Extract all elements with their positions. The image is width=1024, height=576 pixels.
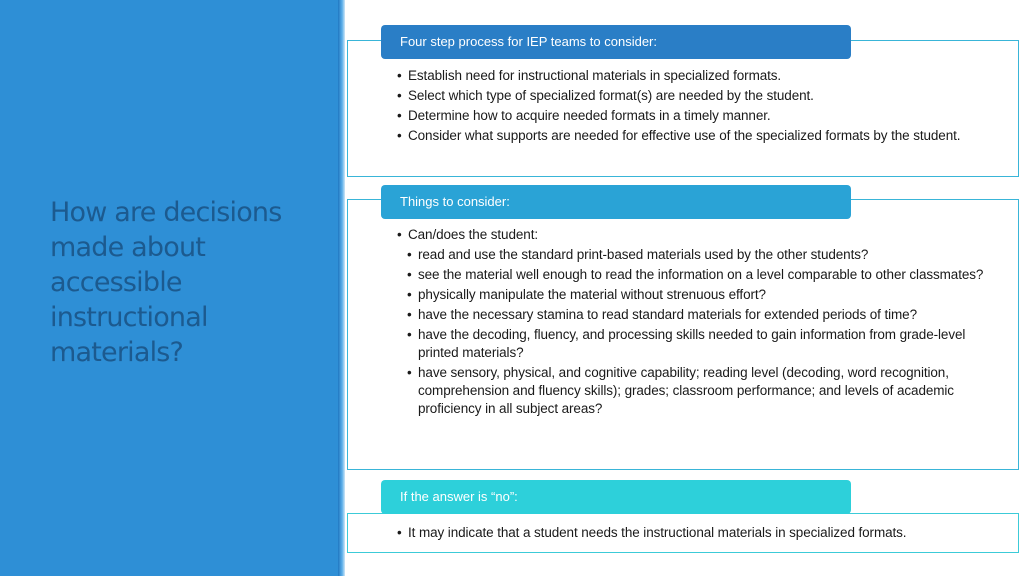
list-item: • Determine how to acquire needed formats in a timely manner. xyxy=(397,107,997,125)
list-item: • physically manipulate the material without strenuous effort? xyxy=(407,286,997,304)
list-item: • have the necessary stamina to read standard materials for extended periods of time? xyxy=(407,306,997,324)
list-item: • Establish need for instructional materials in specialized formats. xyxy=(397,67,997,85)
list-item-lead: • Can/does the student: xyxy=(397,226,997,244)
list-item: • It may indicate that a student needs the instructional materials in specialized formats. xyxy=(397,524,997,542)
list-item: • Consider what supports are needed for effective use of the specialized formats by the student. xyxy=(397,127,997,145)
list-item: • have the decoding, fluency, and processing skills needed to gain information from grade-level printed materials? xyxy=(407,326,997,362)
list-item: • Select which type of specialized format(s) are needed by the student. xyxy=(397,87,997,105)
section-3-header: If the answer is “no”: xyxy=(381,480,851,514)
section-2-list xyxy=(397,226,997,420)
section-2-header: Things to consider: xyxy=(381,185,851,219)
section-3-list xyxy=(397,524,997,544)
slide-title: How are decisions made about accessible instructional materials? xyxy=(50,197,282,368)
section-1-list xyxy=(397,67,997,147)
section-1-header: Four step process for IEP teams to consider: xyxy=(381,25,851,59)
list-item: • have sensory, physical, and cognitive capability; reading level (decoding, word recognition, comprehension and fluency skills); grades; classroom performance; and levels of academic proficiency in all subject areas? xyxy=(407,364,997,418)
list-item: • see the material well enough to read the information on a level comparable to other classmates? xyxy=(407,266,997,284)
list-item: • read and use the standard print-based materials used by the other students? xyxy=(407,246,997,264)
left-panel-edge xyxy=(338,0,345,576)
